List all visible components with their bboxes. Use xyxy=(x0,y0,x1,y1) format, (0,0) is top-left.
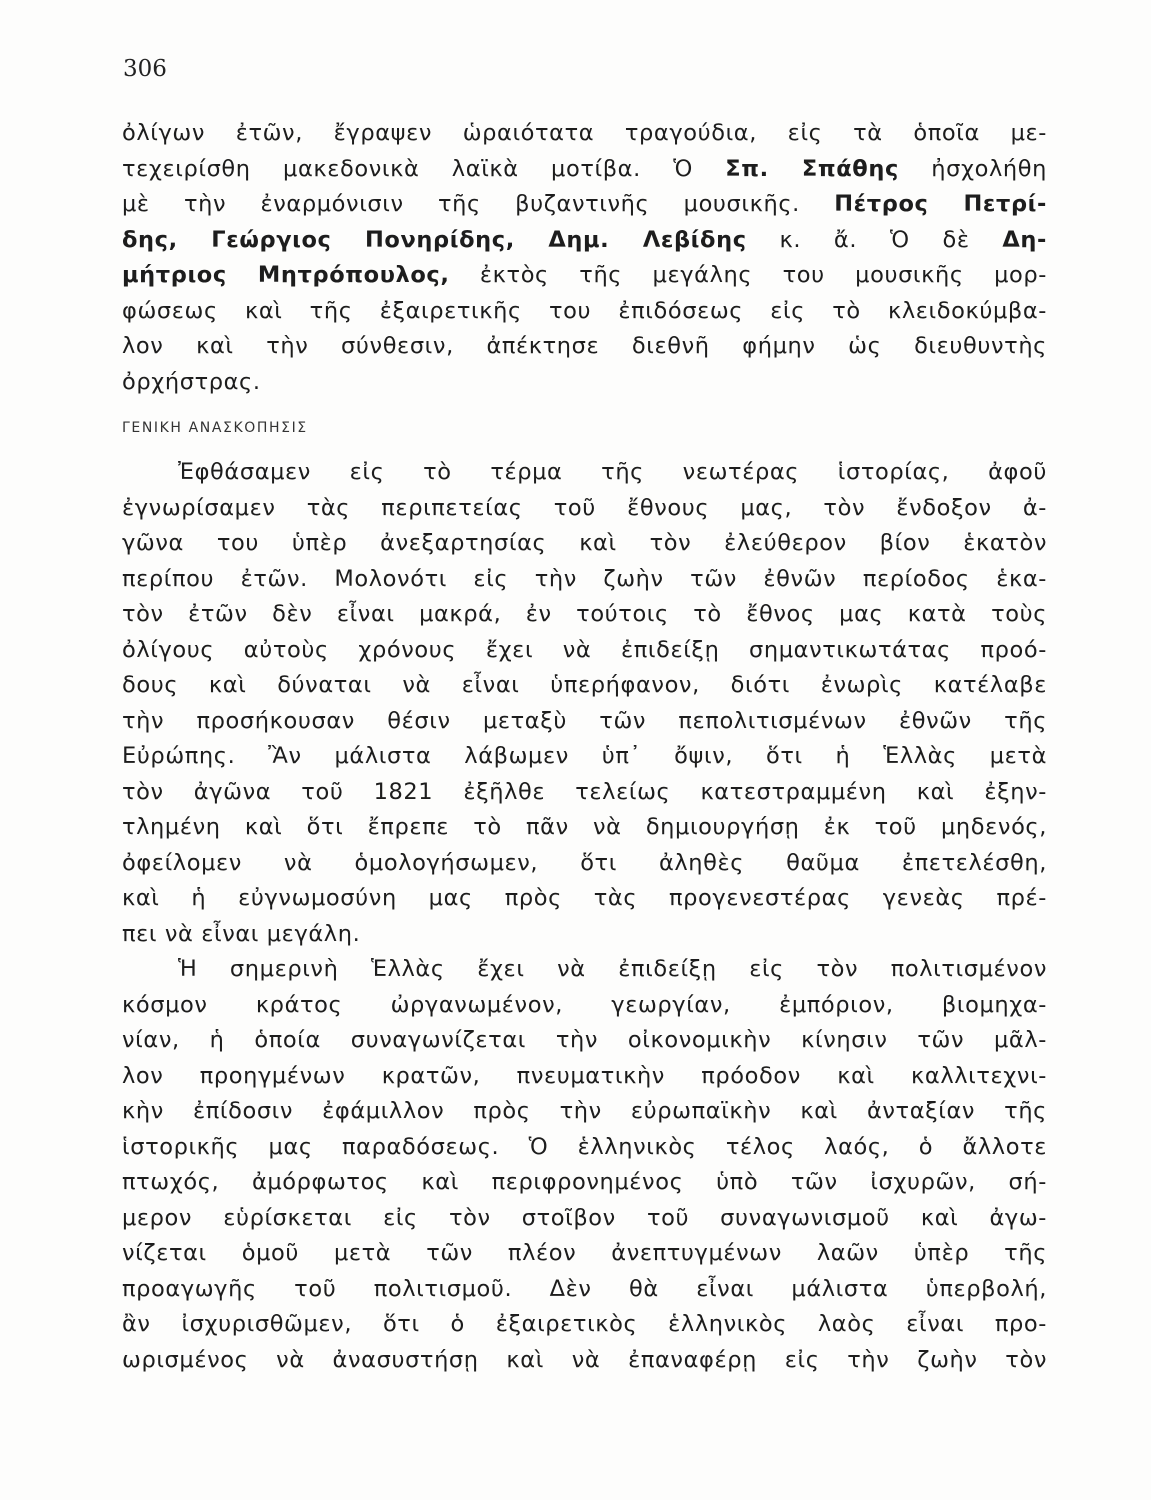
text-line: τεχειρίσθη μακεδονικὰ λαϊκὰ μοτίβα. Ὁ Σπ. Σπάθης ἠσχολήθη xyxy=(122,155,1047,182)
text-line: ὀρχήστρας. xyxy=(122,368,261,395)
text-line: πει νὰ εἶναι μεγάλη. xyxy=(122,920,361,947)
text-line: πτωχός, ἀμόρφωτος καὶ περιφρονημένος ὑπὸ τῶν ἰσχυρῶν, σή- xyxy=(122,1169,1047,1195)
text-line: μήτριος Μητρόπουλος, ἐκτὸς τῆς μεγάλης του μουσικῆς μορ- xyxy=(122,262,1047,288)
text-line: ἂν ἰσχυρισθῶμεν, ὅτι ὁ ἐξαιρετικὸς ἑλληνικὸς λαὸς εἶναι προ- xyxy=(122,1311,1047,1337)
text-line: κόσμον κράτος ὠργανωμένον, γεωργίαν, ἐμπόριον, βιομηχα- xyxy=(122,991,1047,1018)
paragraph-musicians xyxy=(122,116,1047,400)
text-line: γῶνα του ὑπὲρ ἀνεξαρτησίας καὶ τὸν ἐλεύθερον βίον ἑκατὸν xyxy=(122,530,1047,556)
text-line: ἱστορικῆς μας παραδόσεως. Ὁ ἑλληνικὸς τέλος λαός, ὁ ἄλλοτε xyxy=(122,1133,1047,1160)
text-line: προαγωγῆς τοῦ πολιτισμοῦ. Δὲν θὰ εἶναι μάλιστα ὑπερβολή, xyxy=(122,1275,1047,1302)
section-heading: ΓΕΝΙΚΗ ΑΝΑΣΚΟΠΗΣΙΣ xyxy=(122,420,308,436)
text-line: ὀφείλομεν νὰ ὁμολογήσωμεν, ὅτι ἀληθὲς θαῦμα ἐπετελέσθη, xyxy=(122,849,1047,876)
text-line: Ἐφθάσαμεν εἰς τὸ τέρμα τῆς νεωτέρας ἱστορίας, ἀφοῦ xyxy=(178,459,1047,485)
text-line: λον καὶ τὴν σύνθεσιν, ἀπέκτησε διεθνῆ φήμην ὡς διευθυντὴς xyxy=(122,333,1047,359)
paragraph-modern-greece xyxy=(122,952,1047,1378)
text-line: φώσεως καὶ τῆς ἐξαιρετικῆς του ἐπιδόσεως εἰς τὸ κλειδοκύμβα- xyxy=(122,297,1047,324)
text-line: νίζεται ὁμοῦ μετὰ τῶν πλέον ἀνεπτυγμένων λαῶν ὑπὲρ τῆς xyxy=(122,1240,1047,1266)
text-line: μερον εὑρίσκεται εἰς τὸν στοῖβον τοῦ συναγωνισμοῦ καὶ ἀγω- xyxy=(122,1204,1047,1231)
text-line: τὴν προσήκουσαν θέσιν μεταξὺ τῶν πεπολιτισμένων ἐθνῶν τῆς xyxy=(122,707,1047,734)
text-line: ὀλίγων ἐτῶν, ἔγραψεν ὡραιότατα τραγούδια, εἰς τὰ ὁποῖα με- xyxy=(122,120,1047,146)
text-line: ὀλίγους αὐτοὺς χρόνους ἔχει νὰ ἐπιδείξῃ σημαντικωτάτας προό- xyxy=(122,636,1047,663)
paragraph-overview xyxy=(122,455,1047,952)
text-line: καὶ ἡ εὐγνωμοσύνη μας πρὸς τὰς προγενεστέρας γενεὰς πρέ- xyxy=(122,885,1047,911)
text-line: λον προηγμένων κρατῶν, πνευματικὴν πρόοδον καὶ καλλιτεχνι- xyxy=(122,1062,1047,1089)
text-line: Εὐρώπης. Ἂν μάλιστα λάβωμεν ὑπ᾽ ὄψιν, ὅτι ἡ Ἑλλὰς μετὰ xyxy=(122,743,1047,769)
text-line: τὸν ἀγῶνα τοῦ 1821 ἐξῆλθε τελείως κατεστραμμένη καὶ ἐξην- xyxy=(122,778,1047,805)
text-line: μὲ τὴν ἐναρμόνισιν τῆς βυζαντινῆς μουσικῆς. Πέτρος Πετρί- xyxy=(122,191,1047,217)
page-number: 306 xyxy=(123,56,167,82)
text-line: περίπου ἐτῶν. Μολονότι εἰς τὴν ζωὴν τῶν ἐθνῶν περίοδος ἑκα- xyxy=(122,565,1047,592)
text-line: νίαν, ἡ ὁποία συναγωνίζεται τὴν οἰκονομικὴν κίνησιν τῶν μᾶλ- xyxy=(122,1027,1047,1053)
text-line: τλημένη καὶ ὅτι ἔπρεπε τὸ πᾶν νὰ δημιουργήσῃ ἐκ τοῦ μηδενός, xyxy=(122,814,1047,840)
text-line: δης, Γεώργιος Πονηρίδης, Δημ. Λεβίδης κ. ἄ. Ὁ δὲ Δη- xyxy=(122,226,1047,253)
text-line: κὴν ἐπίδοσιν ἐφάμιλλον πρὸς τὴν εὐρωπαϊκὴν καὶ ἀνταξίαν τῆς xyxy=(122,1098,1047,1124)
text-line: δους καὶ δύναται νὰ εἶναι ὑπερήφανον, διότι ἐνωρὶς κατέλαβε xyxy=(122,672,1047,698)
text-line: Ἡ σημερινὴ Ἑλλὰς ἔχει νὰ ἐπιδείξῃ εἰς τὸν πολιτισμένον xyxy=(178,956,1047,982)
text-line: τὸν ἐτῶν δὲν εἶναι μακρά, ἐν τούτοις τὸ ἔθνος μας κατὰ τοὺς xyxy=(122,601,1047,627)
text-line: ἐγνωρίσαμεν τὰς περιπετείας τοῦ ἔθνους μας, τὸν ἔνδοξον ἀ- xyxy=(122,494,1047,521)
text-line: ωρισμένος νὰ ἀνασυστήσῃ καὶ νὰ ἐπαναφέρῃ εἰς τὴν ζωὴν τὸν xyxy=(122,1346,1047,1373)
